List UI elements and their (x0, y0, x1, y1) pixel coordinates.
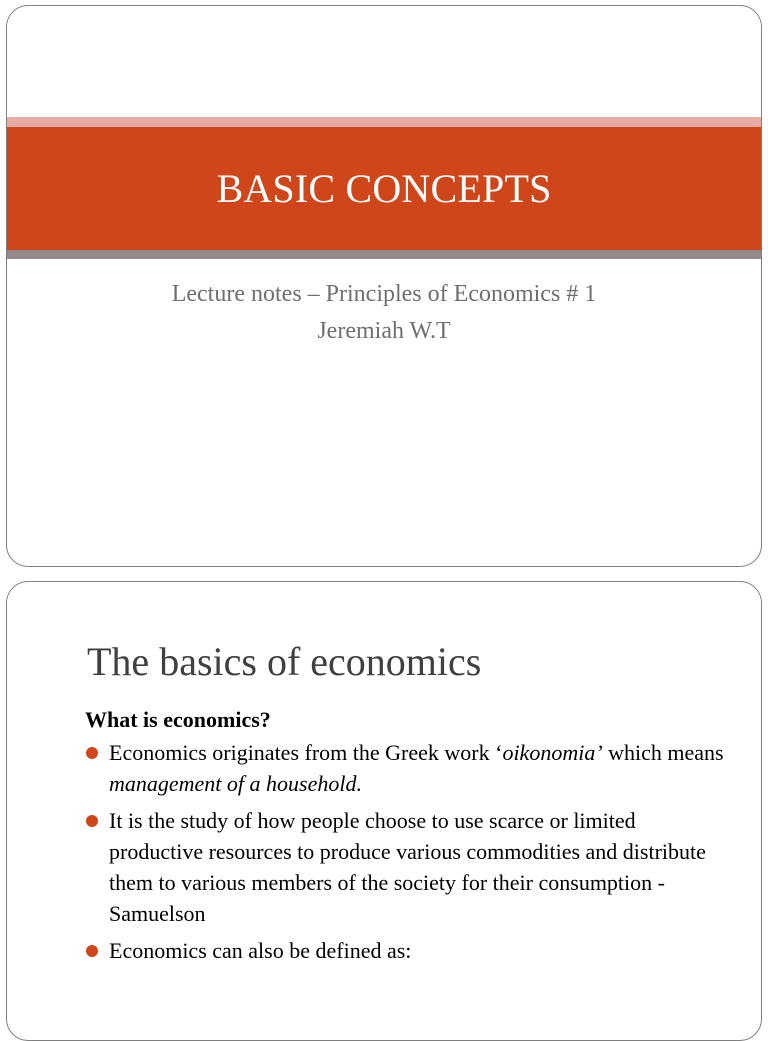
subtitle-block (7, 276, 761, 350)
question-heading: What is economics? (85, 707, 271, 732)
bullet-text: Economics originates from the Greek work ‘ (109, 740, 503, 765)
subtitle-author: Jeremiah W.T (317, 318, 451, 344)
slide-heading: The basics of economics (87, 639, 482, 684)
subtitle-course: Lecture notes – Principles of Economics # 1 (171, 281, 597, 307)
bullet-text: which means (602, 740, 724, 765)
bullet-dot-icon (86, 747, 98, 759)
bullet-item (85, 935, 731, 966)
title-slide (6, 5, 762, 567)
bullet-italic-phrase: management of a household. (109, 771, 362, 796)
content-slide (6, 581, 762, 1041)
slide-title: BASIC CONCEPTS (216, 166, 552, 211)
bullet-italic-term: oikonomia’ (502, 740, 603, 765)
bullet-item (85, 737, 731, 799)
title-band (7, 127, 761, 250)
slide-body (85, 704, 731, 972)
bullet-dot-icon (86, 815, 98, 827)
bullet-dot-icon (86, 945, 98, 957)
bullet-item (85, 805, 731, 929)
accent-stripe-bottom (7, 250, 761, 259)
bullet-text: It is the study of how people choose to use scarce or limited productive resources to produce various commodities and distribute them to various members of the society for their consumption - Samuelson (109, 808, 706, 926)
bullet-text: Economics can also be defined as: (109, 938, 412, 963)
accent-stripe-top (7, 117, 761, 127)
